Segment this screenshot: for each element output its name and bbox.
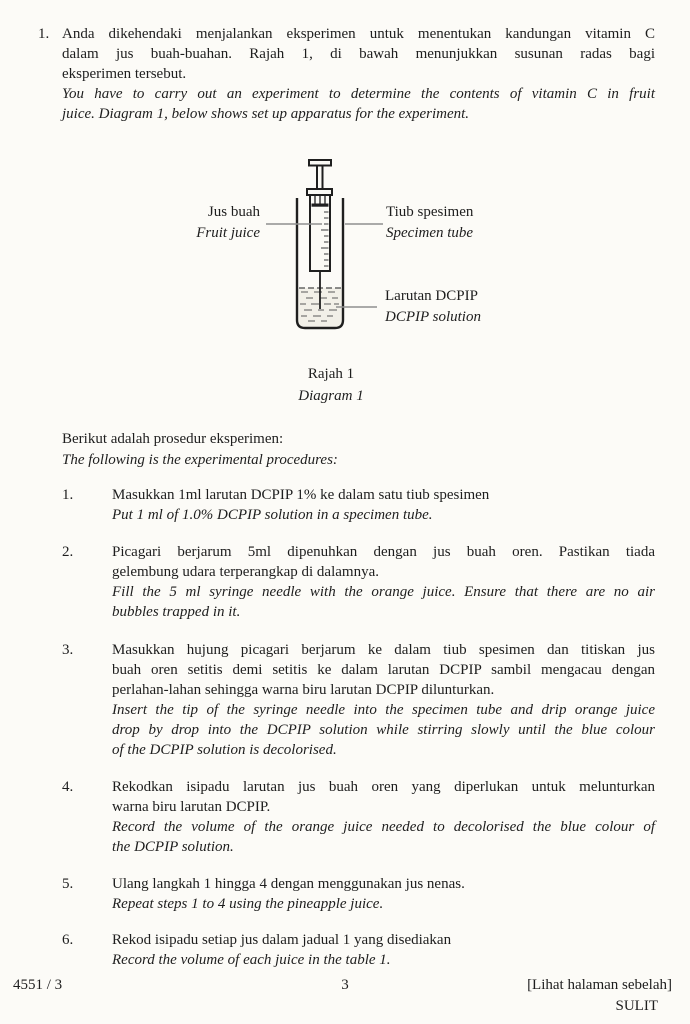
procedures-intro-ms: Berikut adalah prosedur eksperimen: [62, 431, 284, 447]
plunger-handle-shape [307, 160, 332, 195]
step-en-line: Repeat steps 1 to 4 using the pineapple juice. [112, 896, 384, 912]
procedures-intro [62, 429, 655, 471]
step-number: 3. [62, 642, 74, 658]
procedure-step-5 [62, 874, 655, 914]
step-en-line: the DCPIP solution. [112, 839, 234, 855]
footer-paper-code: 4551 / 3 [13, 977, 63, 993]
step-ms-line: gelembung udara terperangkap di dalamnya. [112, 564, 379, 580]
step-en-line: of the DCPIP solution is decolorised. [112, 742, 337, 758]
step-en-line: Insert the tip of the syringe needle into the specimen tube and drip orange juice [112, 702, 655, 718]
question-en-line: You have to carry out an experiment to determine the contents of vitamin C in fruit [62, 86, 655, 102]
step-en-line: Put 1 ml of 1.0% DCPIP solution in a specimen tube. [112, 507, 433, 523]
label-dcpip-solution [385, 286, 555, 328]
label-fruit-juice-en: Fruit juice [196, 225, 260, 241]
step-text [112, 930, 655, 970]
step-ms-line: Rekodkan isipadu larutan jus buah oren yang diperlukan untuk melunturkan [112, 779, 655, 795]
step-number: 1. [62, 487, 74, 503]
step-en-line: Fill the 5 ml syringe needle with the orange juice. Ensure that there are no air [112, 584, 655, 600]
apparatus-drawing [264, 150, 394, 335]
procedure-step-2 [62, 542, 655, 622]
footer-turn-over-note: [Lihat halaman sebelah] [527, 977, 672, 993]
step-en-line: bubbles trapped in it. [112, 604, 241, 620]
step-text [112, 542, 655, 622]
step-ms-line: Masukkan 1ml larutan DCPIP 1% ke dalam satu tiub spesimen [112, 487, 490, 503]
label-fruit-juice-ms: Jus buah [207, 204, 260, 220]
question-ms-line: dalam jus buah-buahan. Rajah 1, di bawah menunjukkan susunan radas bagi [62, 46, 655, 62]
question-text [62, 24, 655, 124]
step-en-line: drop by drop into the DCPIP solution while stirring slowly until the blue colour [112, 722, 655, 738]
caption-ms: Rajah 1 [307, 366, 355, 382]
footer-page-number: 3 [341, 977, 349, 993]
question-en-line: juice. Diagram 1, below shows set up apparatus for the experiment. [62, 106, 470, 122]
step-number: 2. [62, 544, 74, 560]
label-specimen-tube-ms: Tiub spesimen [386, 204, 474, 220]
page-footer-right [412, 975, 672, 1016]
footer-confidential: SULIT [615, 997, 658, 1014]
step-ms-line: Masukkan hujung picagari berjarum ke dalam tiub spesimen dan titiskan jus [112, 642, 655, 658]
step-text [112, 485, 655, 525]
step-ms-line: warna biru larutan DCPIP. [112, 799, 271, 815]
step-text [112, 640, 655, 760]
step-ms-line: Ulang langkah 1 hingga 4 dengan menggunakan jus nenas. [112, 876, 465, 892]
question-number: 1. [38, 26, 50, 42]
procedure-step-3 [62, 640, 655, 760]
step-ms-line: Picagari berjarum 5ml dipenuhkan dengan jus buah oren. Pastikan tiada [112, 544, 655, 560]
step-en-line: Record the volume of each juice in the table 1. [112, 952, 391, 968]
step-text [112, 777, 655, 857]
step-ms-line: perlahan-lahan sehingga warna biru larutan DCPIP dilunturkan. [112, 682, 495, 698]
step-text [112, 874, 655, 914]
caption-en: Diagram 1 [298, 387, 364, 404]
question-ms-line: eksperimen tersebut. [62, 66, 187, 82]
procedure-step-6 [62, 930, 655, 970]
step-en-line: Record the volume of the orange juice needed to decolorised the blue colour of [112, 819, 655, 835]
question-1 [38, 24, 655, 124]
step-number: 4. [62, 779, 74, 795]
step-number: 6. [62, 932, 74, 948]
procedures-intro-en: The following is the experimental procedures: [62, 452, 338, 468]
label-specimen-tube [386, 202, 546, 244]
procedure-step-1 [62, 485, 655, 525]
step-ms-line: Rekod isipadu setiap jus dalam jadual 1 yang disediakan [112, 932, 452, 948]
diagram-caption [231, 364, 431, 407]
label-fruit-juice [118, 202, 260, 244]
label-dcpip-solution-en: DCPIP solution [385, 309, 481, 325]
step-number: 5. [62, 876, 74, 892]
question-ms-line: Anda dikehendaki menjalankan eksperimen untuk menentukan kandungan vitamin C [62, 26, 655, 42]
step-ms-line: buah oren setitis demi setitis ke dalam larutan DCPIP sambil mengacau dengan [112, 662, 655, 678]
label-dcpip-solution-ms: Larutan DCPIP [385, 288, 478, 304]
label-specimen-tube-en: Specimen tube [386, 225, 474, 241]
procedure-step-4 [62, 777, 655, 857]
apparatus-diagram [264, 150, 394, 335]
